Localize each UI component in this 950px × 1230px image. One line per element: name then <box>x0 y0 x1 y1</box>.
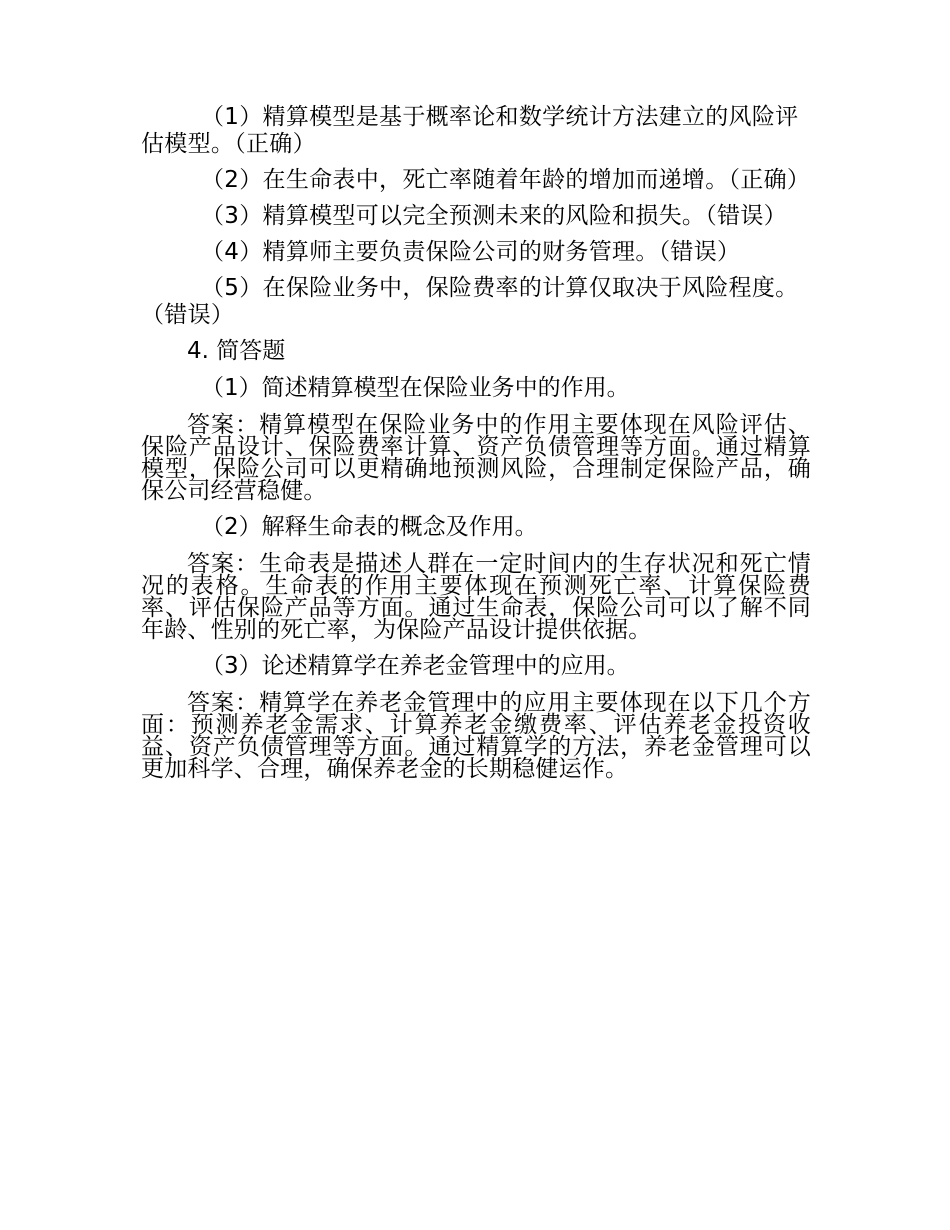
true-false-item-5: （5）在保险业务中，保险费率的计算仅取决于风险程度。（错误） <box>141 275 799 328</box>
short-answer-question-2: （2）解释生命表的概念及作用。 <box>201 514 538 540</box>
short-answer-question-3: （3）论述精算学在养老金管理中的应用。 <box>201 653 630 679</box>
short-answer-answer-1: 答案：精算模型在保险业务中的作用主要体现在风险评估、保险产品设计、保险费率计算、资产负债管理等方面。通过精算模型，保险公司可以更精确地预测风险，合理制定保险产品，确保公司经营稳健。 <box>141 412 811 504</box>
short-answer-answer-3: 答案：精算学在养老金管理中的应用主要体现在以下几个方面：预测养老金需求、计算养老金缴费率、评估养老金投资收益、资产负债管理等方面。通过精算学的方法，养老金管理可以更加科学、合理，确保养老金的长期稳健运作。 <box>141 690 811 782</box>
short-answer-answer-2: 答案：生命表是描述人群在一定时间内的生存状况和死亡情况的表格。生命表的作用主要体现在预测死亡率、计算保险费率、评估保险产品等方面。通过生命表，保险公司可以了解不同年龄、性别的死亡率，为保险产品设计提供依据。 <box>141 551 811 643</box>
document-page <box>141 104 811 792</box>
true-false-item-4: （4）精算师主要负责保险公司的财务管理。（错误） <box>201 239 741 265</box>
section-title-short-answer: 4. 简答题 <box>187 338 286 364</box>
true-false-item-3: （3）精算模型可以完全预测未来的风险和损失。（错误） <box>201 203 787 229</box>
true-false-item-1: （1）精算模型是基于概率论和数学统计方法建立的风险评估模型。（正确） <box>141 104 799 157</box>
true-false-item-2: （2）在生命表中，死亡率随着年龄的增加而递增。（正确） <box>201 167 811 193</box>
short-answer-question-1: （1）简述精算模型在保险业务中的作用。 <box>201 375 630 401</box>
